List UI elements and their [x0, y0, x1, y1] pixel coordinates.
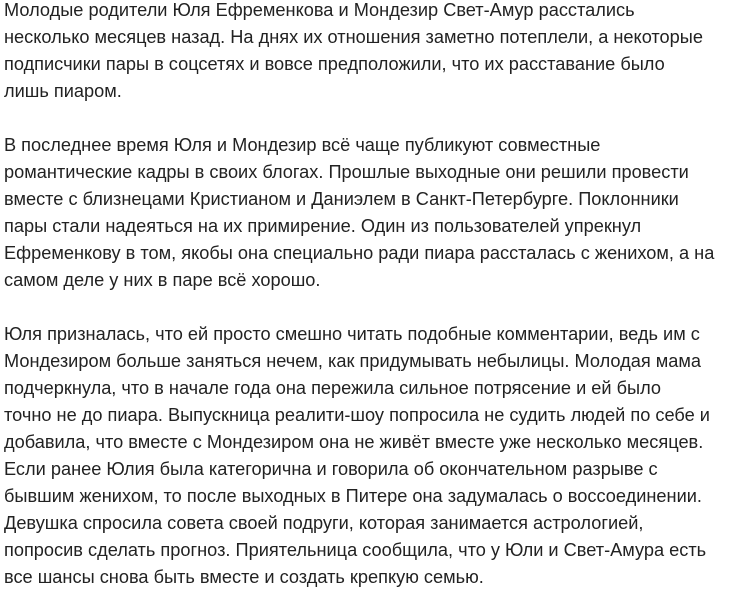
text-line: пары стали надеяться на их примирение. Один из пользователей упрекнул [4, 216, 642, 236]
paragraph-2 [4, 132, 728, 294]
text-line: В последнее время Юля и Мондезир всё чаще публикуют совместные [4, 135, 601, 155]
paragraph-3 [4, 321, 728, 591]
text-line: романтические кадры в своих блогах. Прошлые выходные они решили провести [4, 162, 689, 182]
text-line: Юля призналась, что ей просто смешно читать подобные комментарии, ведь им с [4, 324, 700, 344]
text-line: все шансы снова быть вместе и создать крепкую семью. [4, 567, 484, 587]
text-line: Мондезиром больше заняться нечем, как придумывать небылицы. Молодая мама [4, 351, 702, 371]
text-line: Ефременкову в том, якобы она специально ради пиара рассталась с женихом, а на [4, 243, 715, 263]
text-line: самом деле у них в паре всё хорошо. [4, 270, 321, 290]
text-line: бывшим женихом, то после выходных в Питере она задумалась о воссоединении. [4, 486, 702, 506]
text-line: попросив сделать прогноз. Приятельница сообщила, что у Юли и Свет-Амура есть [4, 540, 707, 560]
text-line: подчеркнула, что в начале года она пережила сильное потрясение и ей было [4, 378, 662, 398]
paragraph-1 [4, 0, 728, 105]
article-body [4, 0, 728, 591]
text-line: Молодые родители Юля Ефременкова и Мондезир Свет-Амур расстались [4, 0, 635, 20]
text-line: Девушка спросила совета своей подруги, которая занимается астрологией, [4, 513, 644, 533]
text-line: лишь пиаром. [4, 81, 122, 101]
text-line: точно не до пиара. Выпускница реалити-шоу попросила не судить людей по себе и [4, 405, 710, 425]
text-line: несколько месяцев назад. На днях их отношения заметно потеплели, а некоторые [4, 27, 703, 47]
text-line: добавила, что вместе с Мондезиром она не живёт вместе уже несколько месяцев. [4, 432, 704, 452]
text-line: подписчики пары в соцсетях и вовсе предположили, что их расставание было [4, 54, 665, 74]
text-line: Если ранее Юлия была категорична и говорила об окончательном разрыве с [4, 459, 658, 479]
text-line: вместе с близнецами Кристианом и Даниэлем в Санкт-Петербурге. Поклонники [4, 189, 679, 209]
